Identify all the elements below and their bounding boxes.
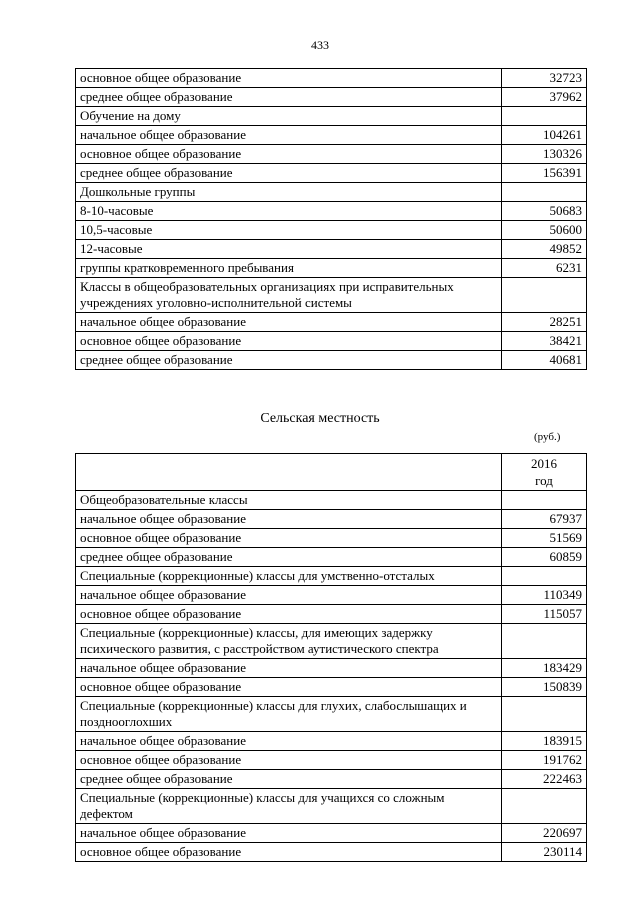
table-row (76, 678, 587, 697)
table-row (76, 126, 587, 145)
unit-label: (руб.) (534, 431, 561, 443)
row-value: 28251 (502, 313, 587, 332)
page-number: 433 (311, 38, 329, 52)
row-label: основное общее образование (76, 529, 502, 548)
row-value: 183429 (502, 659, 587, 678)
row-value: 50600 (502, 221, 587, 240)
row-label: начальное общее образование (76, 510, 502, 529)
table-row (76, 529, 587, 548)
row-value: 110349 (502, 586, 587, 605)
row-value: 104261 (502, 126, 587, 145)
row-value (502, 183, 587, 202)
table-row (76, 259, 587, 278)
row-value: 38421 (502, 332, 587, 351)
row-value: 40681 (502, 351, 587, 370)
row-label: среднее общее образование (76, 548, 502, 567)
table-row (76, 510, 587, 529)
row-value: 32723 (502, 69, 587, 88)
table-row (76, 107, 587, 126)
cost-table-continued (75, 68, 587, 370)
header-year-cell (502, 454, 587, 491)
row-label: основное общее образование (76, 332, 502, 351)
rural-cost-table (75, 453, 587, 862)
table-row (76, 548, 587, 567)
table-row (76, 202, 587, 221)
row-value (502, 107, 587, 126)
table-row (76, 278, 587, 313)
row-label: среднее общее образование (76, 88, 502, 107)
row-value: 67937 (502, 510, 587, 529)
row-label: основное общее образование (76, 843, 502, 862)
row-label: начальное общее образование (76, 126, 502, 145)
table-row (76, 221, 587, 240)
row-value (502, 789, 587, 824)
row-value: 50683 (502, 202, 587, 221)
header-year: 2016 (531, 456, 557, 471)
row-value (502, 624, 587, 659)
row-value: 222463 (502, 770, 587, 789)
row-value: 130326 (502, 145, 587, 164)
table-row (76, 183, 587, 202)
row-label: основное общее образование (76, 751, 502, 770)
row-label: Общеобразовательные классы (76, 491, 502, 510)
table-row (76, 164, 587, 183)
row-label: Специальные (коррекционные) классы для учащихся со сложным дефектом (76, 789, 502, 824)
row-value: 51569 (502, 529, 587, 548)
table-row (76, 770, 587, 789)
row-value: 150839 (502, 678, 587, 697)
table-header-row (76, 454, 587, 491)
row-value: 6231 (502, 259, 587, 278)
row-label: основное общее образование (76, 678, 502, 697)
row-label: основное общее образование (76, 605, 502, 624)
row-value: 37962 (502, 88, 587, 107)
table-row (76, 332, 587, 351)
row-value (502, 697, 587, 732)
row-value: 49852 (502, 240, 587, 259)
row-label: начальное общее образование (76, 586, 502, 605)
row-value: 115057 (502, 605, 587, 624)
row-label: начальное общее образование (76, 659, 502, 678)
table-row (76, 843, 587, 862)
section-title: Сельская местность (260, 411, 380, 426)
row-value: 230114 (502, 843, 587, 862)
table-row (76, 697, 587, 732)
row-label: основное общее образование (76, 145, 502, 164)
table-row (76, 751, 587, 770)
row-label: среднее общее образование (76, 770, 502, 789)
row-value (502, 491, 587, 510)
table-row (76, 145, 587, 164)
row-value: 60859 (502, 548, 587, 567)
row-value: 191762 (502, 751, 587, 770)
table-row (76, 351, 587, 370)
table-row (76, 789, 587, 824)
row-value: 183915 (502, 732, 587, 751)
table-row (76, 624, 587, 659)
row-label: Специальные (коррекционные) классы, для имеющих задержку психического развития, с расстройством аутистического спектра (76, 624, 502, 659)
row-label: начальное общее образование (76, 732, 502, 751)
table-row (76, 586, 587, 605)
table-row (76, 732, 587, 751)
row-value (502, 278, 587, 313)
table-row (76, 824, 587, 843)
row-label: 8-10-часовые (76, 202, 502, 221)
table-row (76, 69, 587, 88)
table-row (76, 313, 587, 332)
row-label: основное общее образование (76, 69, 502, 88)
row-label: среднее общее образование (76, 164, 502, 183)
header-year-unit: год (535, 473, 553, 488)
row-label: среднее общее образование (76, 351, 502, 370)
row-value: 220697 (502, 824, 587, 843)
row-label: Специальные (коррекционные) классы для умственно-отсталых (76, 567, 502, 586)
table-row (76, 88, 587, 107)
table-row (76, 567, 587, 586)
row-label: начальное общее образование (76, 313, 502, 332)
row-label: Дошкольные группы (76, 183, 502, 202)
row-label: группы кратковременного пребывания (76, 259, 502, 278)
table-row (76, 605, 587, 624)
row-value: 156391 (502, 164, 587, 183)
row-label: Классы в общеобразовательных организациях при исправительных учреждениях уголовно-исполнительной системы (76, 278, 502, 313)
table-row (76, 491, 587, 510)
table-row (76, 240, 587, 259)
header-blank-cell (76, 454, 502, 491)
row-label: Обучение на дому (76, 107, 502, 126)
row-label: Специальные (коррекционные) классы для глухих, слабослышащих и позднооглохших (76, 697, 502, 732)
row-label: 10,5-часовые (76, 221, 502, 240)
row-label: 12-часовые (76, 240, 502, 259)
table-row (76, 659, 587, 678)
row-value (502, 567, 587, 586)
row-label: начальное общее образование (76, 824, 502, 843)
